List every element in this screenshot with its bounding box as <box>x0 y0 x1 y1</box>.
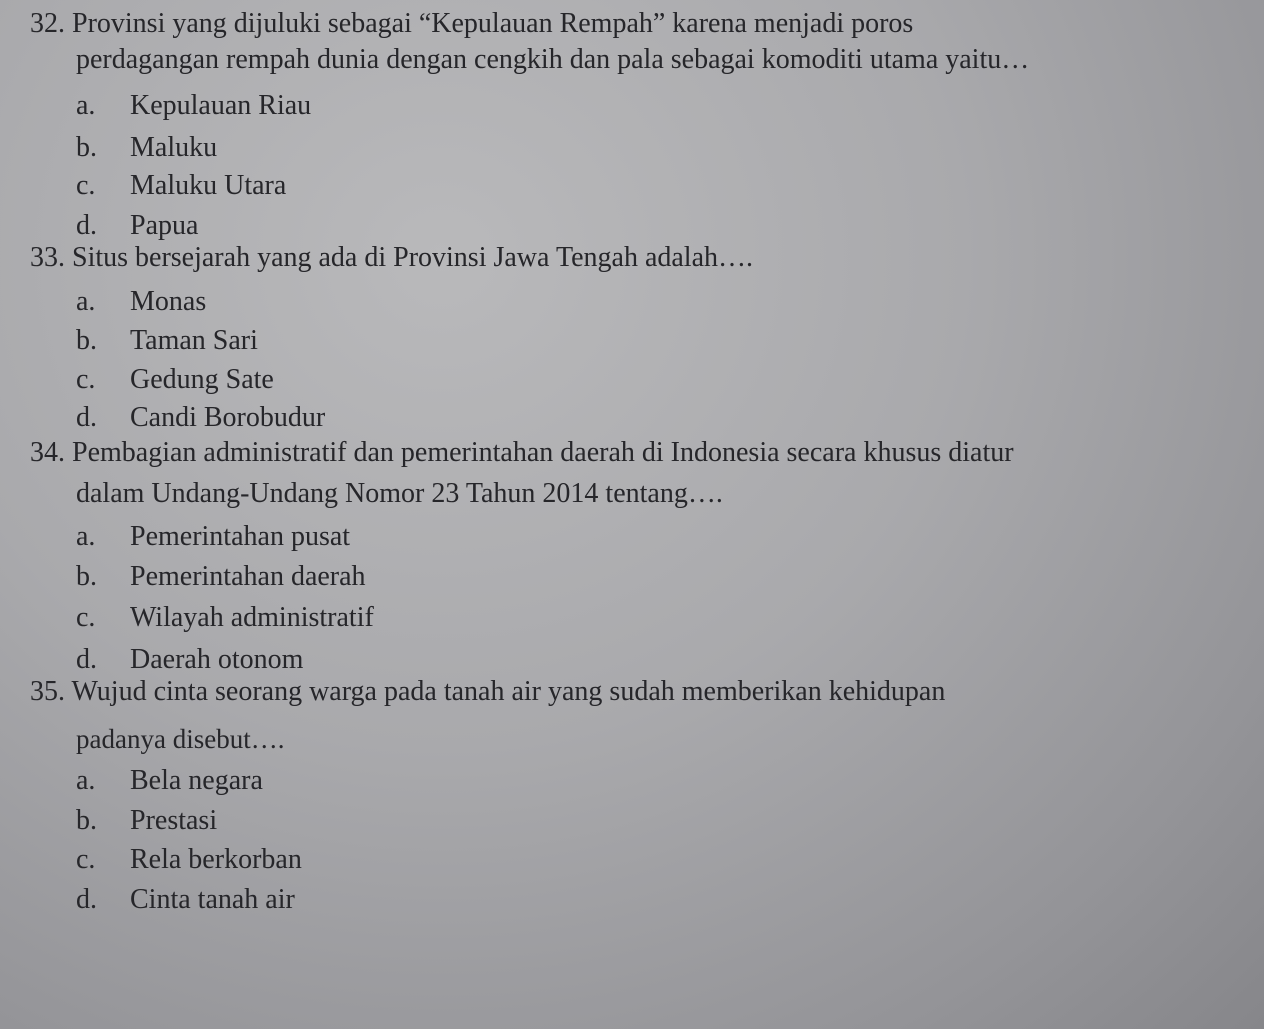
question-33-option-d <box>76 404 325 432</box>
option-text: Pemerintahan daerah <box>130 561 366 592</box>
question-text: Provinsi yang dijuluki sebagai “Kepulauan Rempah” karena menjadi poros <box>72 8 914 39</box>
question-35-line-2: padanya disebut…. <box>76 724 285 754</box>
option-text: Kepulauan Riau <box>130 90 312 121</box>
question-34-option-b <box>76 563 366 591</box>
question-number: 35. <box>30 676 65 707</box>
option-letter: c. <box>76 602 96 633</box>
option-text: Maluku <box>130 132 218 163</box>
question-35-option-a <box>76 767 263 795</box>
option-text: Wilayah administratif <box>130 602 374 633</box>
question-32-option-a <box>76 92 311 120</box>
question-33-option-c <box>76 366 274 394</box>
question-32-option-b <box>76 134 217 162</box>
question-text: Pembagian administratif dan pemerintahan daerah di Indonesia secara khusus diatur <box>72 437 1014 468</box>
option-letter: d. <box>76 644 97 675</box>
option-letter: a. <box>76 765 96 796</box>
question-number: 33. <box>30 242 65 273</box>
option-letter: b. <box>76 805 97 836</box>
question-34-option-c <box>76 604 374 632</box>
option-text: Maluku Utara <box>130 170 287 201</box>
question-33-option-b <box>76 327 258 355</box>
option-text: Daerah otonom <box>130 644 304 675</box>
option-text: Gedung Sate <box>130 364 274 395</box>
option-letter: d. <box>76 884 97 915</box>
option-text: Candi Borobudur <box>130 402 326 433</box>
option-letter: c. <box>76 170 96 201</box>
question-text: Situs bersejarah yang ada di Provinsi Jawa Tengah adalah…. <box>72 242 754 273</box>
option-letter: b. <box>76 325 97 356</box>
question-text: Wujud cinta seorang warga pada tanah air yang sudah memberikan kehidupan <box>71 676 946 707</box>
option-text: Bela negara <box>130 765 263 796</box>
option-letter: a. <box>76 286 96 317</box>
option-letter: b. <box>76 561 97 592</box>
option-letter: a. <box>76 90 96 121</box>
option-text: Taman Sari <box>130 325 258 356</box>
question-number: 34. <box>30 437 65 468</box>
question-32-line-2: perdagangan rempah dunia dengan cengkih dan pala sebagai komoditi utama yaitu… <box>76 44 1030 75</box>
question-32-option-c <box>76 172 286 200</box>
option-letter: c. <box>76 844 96 875</box>
option-text: Rela berkorban <box>130 844 302 875</box>
question-35-line-1 <box>30 678 945 706</box>
option-letter: b. <box>76 132 97 163</box>
question-35-option-b <box>76 807 217 835</box>
question-34-line-2: dalam Undang-Undang Nomor 23 Tahun 2014 tentang…. <box>76 478 723 509</box>
option-letter: d. <box>76 210 97 241</box>
option-text: Monas <box>130 286 207 317</box>
option-text: Pemerintahan pusat <box>130 521 351 552</box>
option-letter: c. <box>76 364 96 395</box>
option-letter: a. <box>76 521 96 552</box>
question-35-option-d <box>76 886 295 914</box>
option-text: Papua <box>130 210 199 241</box>
option-text: Prestasi <box>130 805 218 836</box>
question-32-option-d <box>76 212 198 240</box>
question-33-line-1 <box>30 244 753 272</box>
option-letter: d. <box>76 402 97 433</box>
question-34-line-1 <box>30 439 1014 467</box>
question-34-option-d <box>76 646 303 674</box>
question-33-option-a <box>76 288 206 316</box>
question-number: 32. <box>30 8 65 39</box>
question-35-option-c <box>76 846 302 874</box>
question-34-option-a <box>76 523 350 551</box>
option-text: Cinta tanah air <box>130 884 295 915</box>
question-32-line-1 <box>30 10 913 38</box>
